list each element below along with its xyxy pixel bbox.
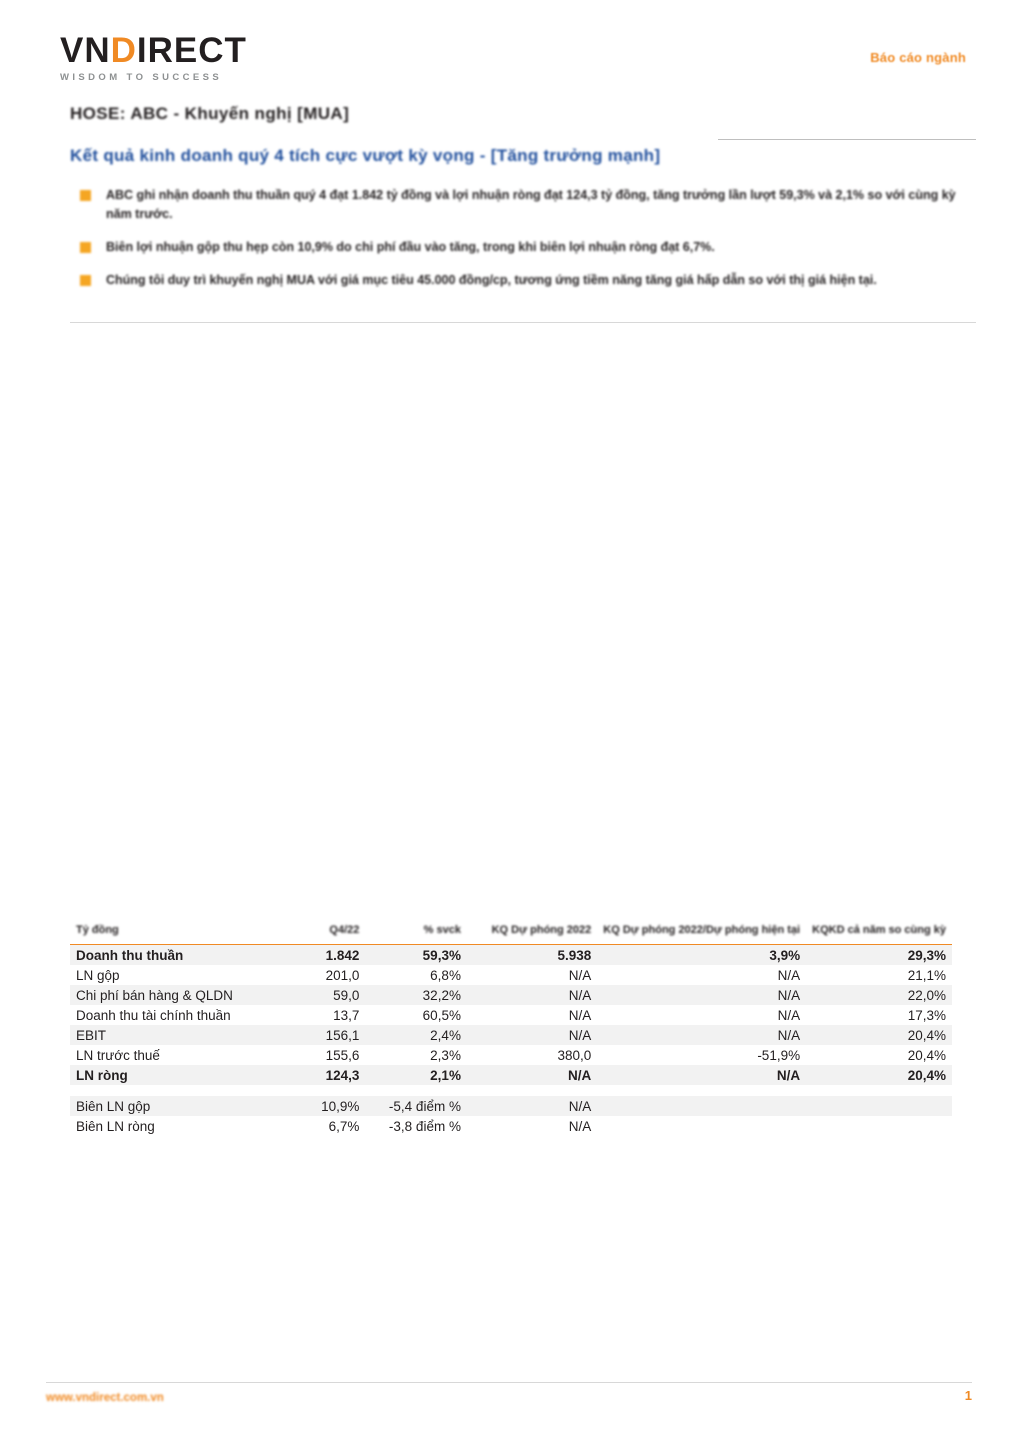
table-row-spacer bbox=[70, 1085, 952, 1096]
table-row bbox=[70, 1025, 952, 1045]
cell-quarter: 6,7% bbox=[328, 1118, 360, 1134]
cell-forecast-vs-current: 3,9% bbox=[769, 947, 801, 963]
cell-yoy: 2,1% bbox=[430, 1067, 461, 1083]
cell-fy-vs-ly: 29,3% bbox=[907, 947, 946, 963]
summary-bullets bbox=[70, 186, 976, 304]
ticker-recommendation-line: HOSE: ABC - Khuyến nghị [MUA] bbox=[70, 104, 350, 123]
cell-forecast-vs-current: N/A bbox=[777, 987, 801, 1003]
table-row bbox=[70, 1045, 952, 1065]
row-label: LN ròng bbox=[76, 1067, 128, 1083]
table-header-row bbox=[70, 922, 952, 945]
cell-fy-vs-ly bbox=[806, 1116, 952, 1136]
row-label: Biên LN gộp bbox=[76, 1098, 151, 1114]
financial-summary-table bbox=[70, 922, 952, 1136]
row-label: LN trước thuế bbox=[76, 1047, 160, 1063]
table-row bbox=[70, 985, 952, 1005]
cell-fy-vs-ly: 20,4% bbox=[907, 1067, 946, 1083]
cell-forecast: N/A bbox=[568, 1118, 592, 1134]
cell-fy-vs-ly: 20,4% bbox=[907, 1047, 946, 1063]
page-header bbox=[0, 18, 1018, 88]
vndirect-logo bbox=[60, 32, 270, 88]
title-divider bbox=[718, 139, 976, 140]
cell-forecast: N/A bbox=[568, 987, 592, 1003]
column-header-forecast-vs-current: KQ Dự phóng 2022/Dự phóng hiện tại bbox=[603, 924, 801, 936]
logo-letter-d: D bbox=[110, 31, 137, 70]
list-item: Biên lợi nhuận gộp thu hẹp còn 10,9% do chi phí đầu vào tăng, trong khi biên lợi nhuận ròng đạt 6,7%. bbox=[70, 238, 976, 257]
cell-forecast: N/A bbox=[568, 1007, 592, 1023]
column-header-fy-vs-ly: KQKD cả năm so cùng kỳ bbox=[812, 924, 946, 936]
cell-quarter: 1.842 bbox=[325, 947, 360, 963]
cell-forecast: N/A bbox=[568, 1067, 592, 1083]
page-number: 1 bbox=[964, 1388, 972, 1403]
logo-tagline: WISDOM TO SUCCESS bbox=[60, 72, 223, 83]
cell-forecast: N/A bbox=[568, 967, 592, 983]
cell-forecast-vs-current bbox=[597, 1116, 806, 1136]
cell-fy-vs-ly bbox=[806, 1096, 952, 1116]
page-title: Kết quả kinh doanh quý 4 tích cực vượt kỳ vọng - [Tăng trưởng mạnh] bbox=[70, 146, 661, 165]
column-header-unit: Tỷ đồng bbox=[76, 924, 119, 936]
cell-yoy: -3,8 điểm % bbox=[388, 1118, 461, 1134]
cell-fy-vs-ly: 22,0% bbox=[907, 987, 946, 1003]
cell-yoy: 32,2% bbox=[422, 987, 461, 1003]
cell-yoy: 59,3% bbox=[422, 947, 461, 963]
row-label: EBIT bbox=[76, 1027, 107, 1043]
row-label: Chi phí bán hàng & QLDN bbox=[76, 987, 233, 1003]
logo-wordmark-tail: IRECT bbox=[136, 31, 247, 70]
column-header-quarter: Q4/22 bbox=[329, 924, 360, 936]
row-label: LN gộp bbox=[76, 967, 120, 983]
table-row bbox=[70, 1065, 952, 1085]
table-row bbox=[70, 1005, 952, 1025]
header-category-label: Báo cáo ngành bbox=[870, 50, 966, 65]
cell-yoy: 2,4% bbox=[430, 1027, 461, 1043]
cell-yoy: 60,5% bbox=[422, 1007, 461, 1023]
cell-forecast-vs-current: N/A bbox=[777, 1027, 801, 1043]
cell-forecast-vs-current: -51,9% bbox=[757, 1047, 801, 1063]
cell-forecast: 380,0 bbox=[557, 1047, 592, 1063]
table-row bbox=[70, 945, 952, 966]
cell-forecast-vs-current: N/A bbox=[777, 967, 801, 983]
column-header-yoy: % svck bbox=[423, 924, 461, 936]
logo-wordmark: VNDIRECT bbox=[60, 31, 247, 70]
table-row bbox=[70, 965, 952, 985]
list-item: ABC ghi nhận doanh thu thuần quý 4 đạt 1.842 tỷ đồng và lợi nhuận ròng đạt 124,3 tỷ đồng, tăng trưởng lần lượt 59,3% và 2,1% so với cùng kỳ năm trước. bbox=[70, 186, 976, 224]
bullets-divider bbox=[70, 322, 976, 323]
footer-website-link[interactable]: www.vndirect.com.vn bbox=[46, 1392, 164, 1404]
cell-quarter: 13,7 bbox=[333, 1007, 360, 1023]
cell-forecast-vs-current bbox=[597, 1096, 806, 1116]
footer-divider bbox=[46, 1382, 972, 1383]
cell-yoy: -5,4 điểm % bbox=[388, 1098, 461, 1114]
row-label: Biên LN ròng bbox=[76, 1118, 155, 1134]
list-item: Chúng tôi duy trì khuyến nghị MUA với giá mục tiêu 45.000 đồng/cp, tương ứng tiềm năng tăng giá hấp dẫn so với thị giá hiện tại. bbox=[70, 271, 976, 290]
cell-forecast: N/A bbox=[568, 1098, 592, 1114]
cell-forecast: N/A bbox=[568, 1027, 592, 1043]
table-body bbox=[70, 945, 952, 1137]
cell-forecast-vs-current: N/A bbox=[776, 1067, 801, 1083]
cell-fy-vs-ly: 17,3% bbox=[907, 1007, 946, 1023]
cell-yoy: 2,3% bbox=[430, 1047, 461, 1063]
cell-yoy: 6,8% bbox=[430, 967, 461, 983]
cell-fy-vs-ly: 21,1% bbox=[907, 967, 946, 983]
row-label: Doanh thu thuần bbox=[76, 947, 184, 963]
cell-quarter: 59,0 bbox=[333, 987, 360, 1003]
cell-forecast-vs-current: N/A bbox=[777, 1007, 801, 1023]
cell-quarter: 10,9% bbox=[321, 1098, 360, 1114]
cell-quarter: 155,6 bbox=[325, 1047, 360, 1063]
cell-forecast: 5.938 bbox=[557, 947, 592, 963]
row-label: Doanh thu tài chính thuần bbox=[76, 1007, 231, 1023]
column-header-forecast: KQ Dự phóng 2022 bbox=[491, 924, 592, 936]
table-row bbox=[70, 1096, 952, 1116]
table-row bbox=[70, 1116, 952, 1136]
cell-quarter: 156,1 bbox=[325, 1027, 360, 1043]
cell-quarter: 201,0 bbox=[325, 967, 360, 983]
cell-fy-vs-ly: 20,4% bbox=[907, 1027, 946, 1043]
cell-quarter: 124,3 bbox=[325, 1067, 360, 1083]
